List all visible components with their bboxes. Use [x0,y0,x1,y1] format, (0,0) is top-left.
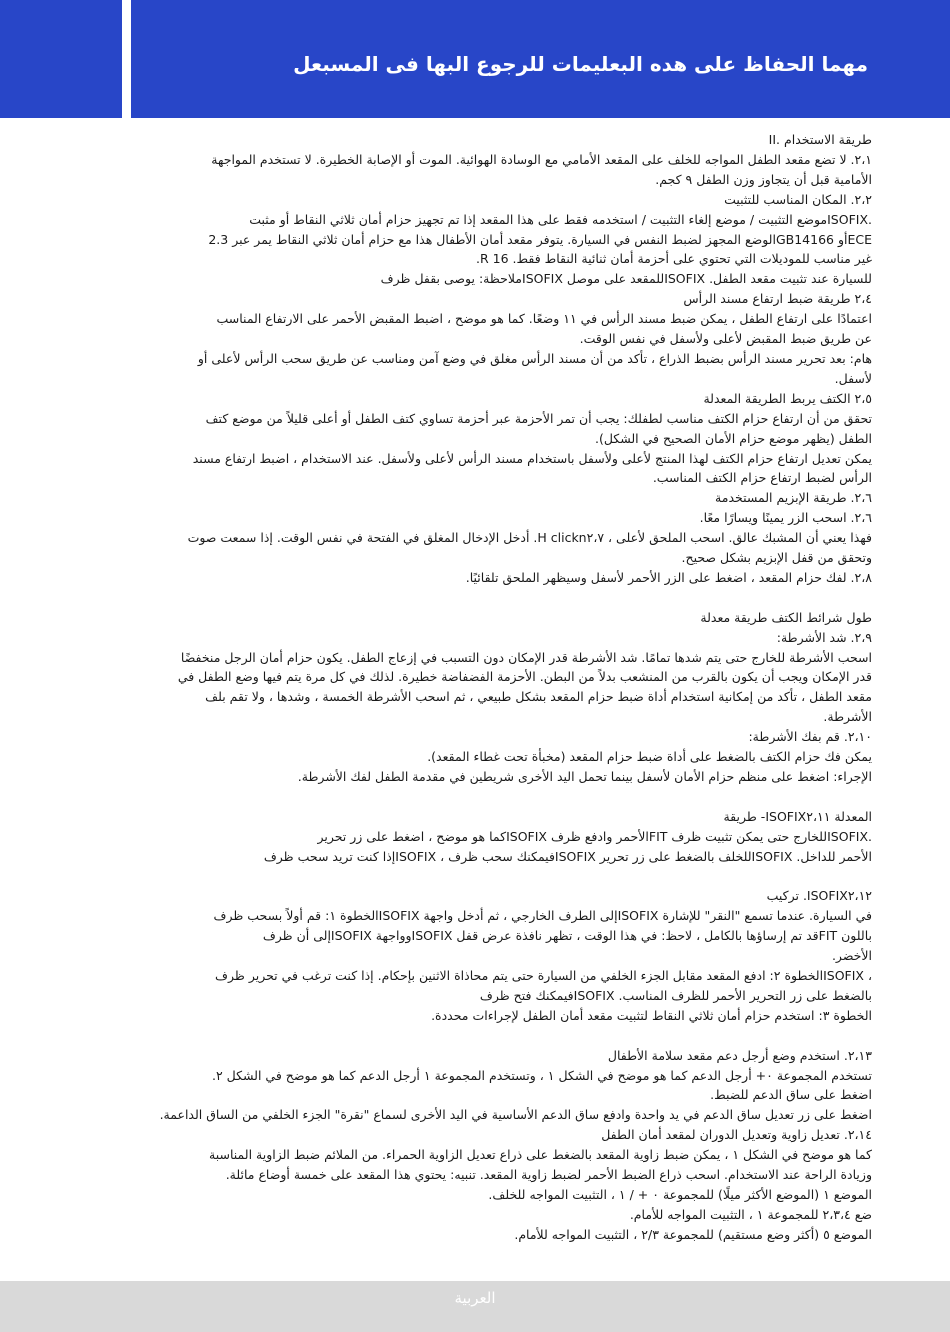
text-line: باللون FITقد تم إرساؤها بالكامل ، لاحظ: في هذا الوقت ، تظهر نافذة عرض قفل ISOFIXوواجهة ISOFIXإلى أن ظرف [262,928,872,944]
text-line: الأخضر. [831,948,872,964]
text-line: مقعد الطفل ، تأكد من إمكانية استخدام أداة ضبط حزام المقعد بشكل طبيعي ، ثم اسحب الأشرطة الخمسة ، وشدها ، ولا تقم بلف [205,689,872,705]
text-line: ٢،٢. المكان المناسب للتثبيت [724,191,872,207]
text-line: ضع ٢،٣،٤ للمجموعة ١ ، التثبيت المواجه للأمام. [629,1206,872,1222]
text-line: الخطوة ٣: استخدم حزام أمان ثلاثي النقاط لتثبيت مقعد أمان الطفل لإجراءات محددة. [431,1007,872,1023]
header-band [131,0,950,118]
text-line: ISOFIX٢،١٢. تركيب [766,888,872,904]
text-line: الموضع ١ (الموضع الأكثر ميلًا) للمجموعة ٠ + / ١ ، التثبيت المواجه للخلف. [488,1186,872,1202]
text-line: المعدلة ISOFIX٢،١١- طريقة [723,808,872,824]
text-line: ٢،٦. طريقة الإبزيم المستخدمة [715,490,872,506]
text-line: الإجراء: اضغط على منظم حزام الأمان لأسفل بينما تحمل اليد الأخرى شريطين في مقدمة الطفل لفك الأشرطة. [297,768,872,784]
text-line: هام: بعد تحرير مسند الرأس بضبط الذراع ، تأكد من أن مسند الرأس مغلق في وضع آمن ومناسب عن طريق سحب الرأس لأعلى أو [197,350,872,366]
paragraph-gap [100,787,872,807]
text-line: طريقة الاستخدام .II [768,132,872,147]
text-line: ٢،١٠. قم بفك الأشرطة: [748,729,872,745]
text-line: ٢،٥ الكتف يربط الطريقة المعدلة [703,390,872,406]
text-line: لأسفل. [834,370,872,386]
text-line: كما هو موضح في الشكل ١ ، يمكن ضبط زاوية المقعد بالضغط على ذراع تعديل الزاوية الحمراء. من الملائم ضبط الزاوية المناسبة [209,1147,872,1163]
text-line: للسيارة عند تثبيت مقعد الطفل. ISOFIXللمقعد على موصل ISOFIXملاحظة: يوصى بقفل ظرف [380,271,872,287]
text-line: ٢،٨. لفك حزام المقعد ، اضغط على الزر الأحمر لأسفل وسيظهر الملحق تلقائيًا. [465,569,872,585]
text-line: الأحمر للداخل. ISOFIXللخلف بالضغط على زر تحرير ISOFIXفيمكنك سحب ظرف ، ISOFIXإذا كنت تريد سحب ظرف [263,848,872,864]
text-line: بالضغط على زر التحرير الأحمر للظرف المناسب. ISOFIXفيمكنك فتح ظرف [479,987,872,1003]
text-line: ٢،٩. شد الأشرطة: [776,629,872,645]
text-line: ECEأو GB14166الوضع المجهز لضبط النفس في السيارة. يتوفر مقعد أمان الأطفال هذا مع حزام أمان ثلاثي النقاط يمر عبر 2.3 [208,231,872,247]
text-line: عن طريق ضبط المقبض لأعلى ولأسفل في نفس الوقت. [579,331,872,347]
paragraph-gap [100,867,872,887]
text-line: تستخدم المجموعة ٠+ أرجل الدعم كما هو موضح في الشكل ١ ، وتستخدم المجموعة ١ أرجل الدعم كما هو موضح في الشكل ٢. [211,1067,872,1083]
text-line: .ISOFIXموضع التثبيت / موضع إلغاء التثبيت / استخدمه فقط على هذا المقعد إذا تم تجهيز حزام أمان ثلاثي النقاط أو مثبت [249,211,872,227]
text-line: يمكن فك حزام الكتف بالضغط على أداة ضبط حزام المقعد (مخبأة تحت غطاء المقعد). [427,749,872,765]
text-line: ٢،٦. اسحب الزر يمينًا ويسارًا معًا. [699,510,872,526]
paragraph-gap [100,588,872,608]
text-line: الأشرطة. [823,709,872,725]
text-line: اعتمادًا على ارتفاع الطفل ، يمكن ضبط مسند الرأس في ١١ وضعًا. كما هو موضح ، اضبط المقبض الأحمر على الارتفاع المناسب [216,311,872,327]
text-line: الأمامية قبل أن يتجاوز وزن الطفل ٩ كجم. [655,171,872,187]
text-line: ٢،١٣. استخدم وضع أرجل دعم مقعد سلامة الأطفال [607,1047,872,1063]
text-line: قدر الإمكان ويجب أن يكون بالقرب من المنشعب بدلاً من البطن. الأحزمة الفضفاضة خطيرة. لذلك في كل مرة يتم فيها وضع الطفل في [177,669,872,685]
text-line: فهذا يعني أن المشبك عالق. اسحب الملحق لأعلى ، H clickn٢،٧. أدخل الإدخال المغلق في الفتحة في نفس الوقت. إذا سمعت صوت [187,530,872,546]
text-line: اضغط على زر تعديل ساق الدعم في يد واحدة وادفع ساق الدعم الأساسية في اليد الأخرى لسماع "نقرة" الجزء الخلفي من الساق الداعمة. [159,1107,872,1123]
text-line: في السيارة. عندما تسمع "النقر" للإشارة ISOFIXإلى الطرف الخارجي ، ثم أدخل واجهة ISOFIXالخطوة ١: قم أولاً بسحب ظرف [213,908,872,924]
header-separator [122,0,131,118]
page-title: مهما الحفاظ على هده البعليمات للرجوع البها فى المسبعل [293,52,868,76]
text-line: .ISOFIXللخارج حتى يمكن تثبيت ظرف FITالأحمر وادفع ظرف ISOFIXكما هو موضح ، اضغط على زر تحرير [317,828,872,844]
document-body [100,130,872,1245]
text-line: اسحب الأشرطة للخارج حتى يتم شدها تمامًا. شد الأشرطة قدر الإمكان دون التسبب في إزعاج الطفل. يكون حزام أمان الرجل منخفضًا [180,649,872,665]
text-line: ٢،٤ طريقة ضبط ارتفاع مسند الرأس [683,291,872,307]
text-line: وزيادة الراحة عند الاستخدام. اسحب ذراع الضبط الأحمر لضبط زاوية المقعد. تنبيه: يحتوي هذا المقعد على خمسة أوضاع مائلة. [225,1167,872,1183]
footer-bar [0,1281,950,1332]
text-line: ، ISOFIXالخطوة ٢: ادفع المقعد مقابل الجزء الخلفي من السيارة حتى يتم محاذاة الاثنين بإحكام. إذا كنت ترغب في تحرير ظرف [215,968,872,984]
text-line: الطفل (يظهر موضع حزام الأمان الصحيح في الشكل). [594,430,872,446]
text-line: الموضع ٥ (أكثر وضع مستقيم) للمجموعة ٢/٣ ، التثبيت المواجه للأمام. [514,1226,872,1242]
header-band-left [0,0,122,118]
text-line: ٢،١٤. تعديل زاوية وتعديل الدوران لمقعد أمان الطفل [601,1127,872,1143]
paragraph-gap [100,1026,872,1046]
text-line: وتحقق من قفل الإبزيم بشكل صحيح. [681,550,872,566]
text-line: غير مناسب للموديلات التي تحتوي على أحزمة أمان ثنائية النقاط فقط. R 16. [476,251,872,267]
text-line: ٢،١. لا تضع مقعد الطفل المواجه للخلف على المقعد الأمامي مع الوسادة الهوائية. الموت أو الإصابة الخطيرة. لا تستخدم المواجهة [211,151,872,167]
footer-language-label: العربية [454,1289,496,1307]
text-line: اضغط على ساق الدعم للضبط. [710,1087,872,1103]
text-line: يمكن تعديل ارتفاع حزام الكتف لهذا المنتج لأعلى ولأسفل باستخدام مسند الرأس لأعلى ولأسفل. عند الاستخدام ، اضبط ارتفاع مسند [192,450,872,466]
text-line: الرأس لضبط ارتفاع حزام الكتف المناسب. [652,470,872,486]
text-line: طول شرائط الكتف طريقة معدلة [700,609,872,625]
text-line: تحقق من أن ارتفاع حزام الكتف مناسب لطفلك: يجب أن تمر الأحزمة عبر أحزمة تساوي كتف الطفل أو أعلى قليلاً من موضع كتف [205,410,872,426]
